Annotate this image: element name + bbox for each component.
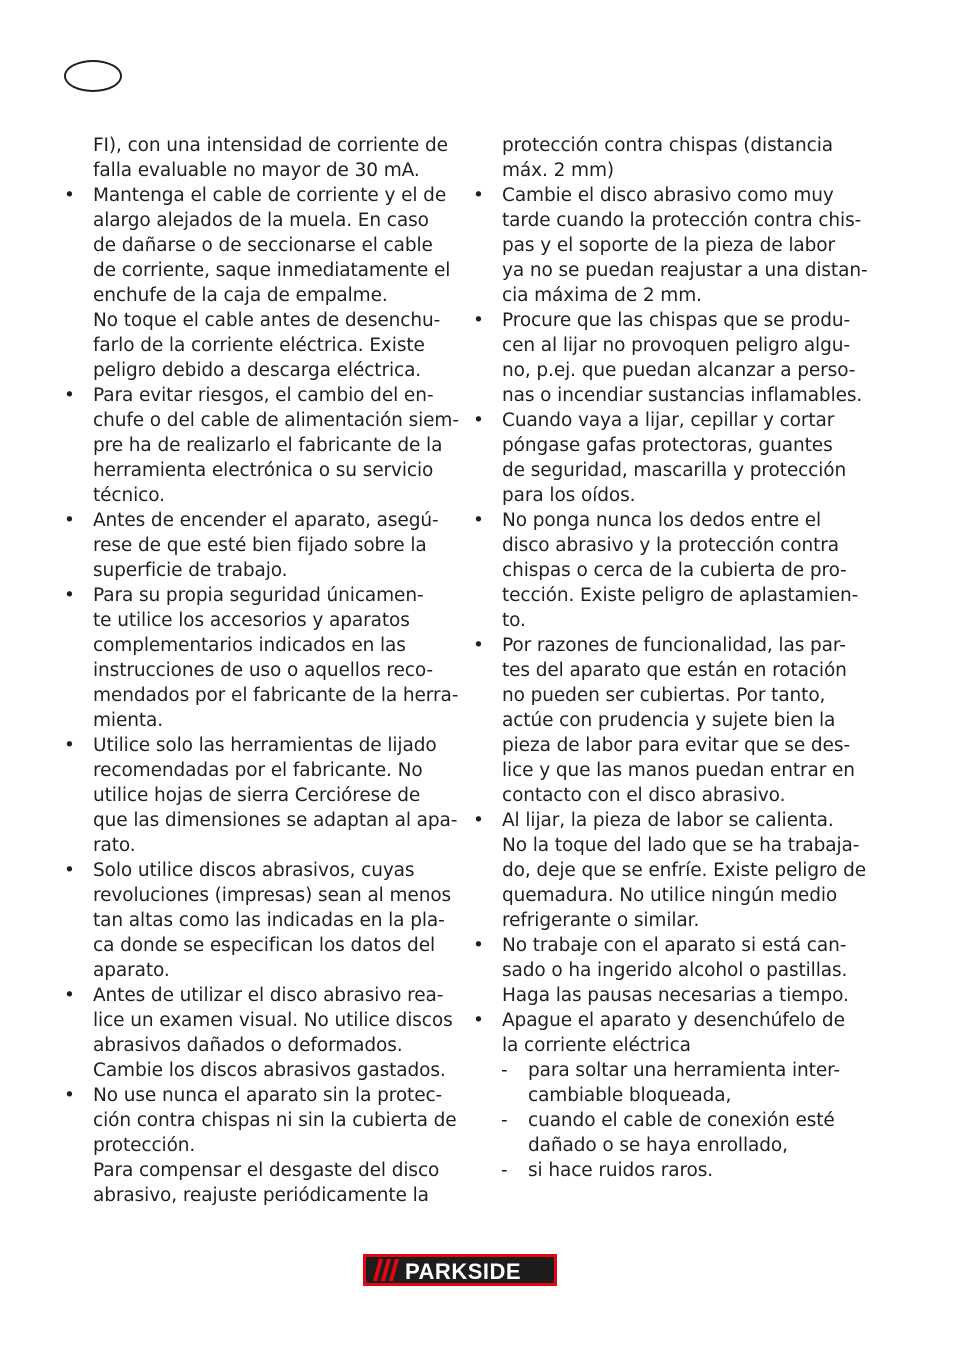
text-line: actúe con prudencia y sujete bien la — [502, 710, 836, 731]
text-line: abrasivos dañados o deformados. — [93, 1035, 403, 1056]
text-line: tan altas como las indicadas en la pla- — [93, 910, 445, 931]
text-line: mendados por el fabricante de la herra- — [93, 685, 459, 706]
text-line: de seguridad, mascarilla y protección — [502, 460, 847, 481]
text-line: máx. 2 mm) — [502, 160, 614, 181]
bullet-item — [64, 383, 459, 508]
text-line: disco abrasivo y la protección contra — [502, 535, 840, 556]
dash-marker: - — [501, 1060, 508, 1081]
text-line: Procure que las chispas que se produ- — [502, 310, 851, 331]
bullet-item — [473, 1008, 873, 1058]
bullet-item — [64, 508, 454, 583]
text-line: aparato. — [93, 960, 170, 981]
sub-item — [473, 1158, 873, 1183]
text-line: no, p.ej. que puedan alcanzar a perso- — [502, 360, 856, 381]
text-line: mienta. — [93, 710, 164, 731]
text-line: Haga las pausas necesarias a tiempo. — [502, 985, 849, 1006]
bullet-item — [473, 633, 873, 808]
text-line: enchufe de la caja de empalme. — [93, 285, 388, 306]
bullet-item — [473, 508, 873, 633]
text-line: sado o ha ingerido alcohol o pastillas. — [502, 960, 848, 981]
text-line: Al lijar, la pieza de labor se calienta. — [502, 810, 834, 831]
text-line: Mantenga el cable de corriente y el de — [93, 185, 447, 206]
text-line: No use nunca el aparato sin la protec- — [93, 1085, 443, 1106]
text-line: pre ha de realizarlo el fabricante de la — [93, 435, 443, 456]
text-line: revoluciones (impresas) sean al menos — [93, 885, 452, 906]
text-line: chufe o del cable de alimentación siem- — [93, 410, 459, 431]
bullet-marker: • — [473, 810, 484, 831]
bullet-marker: • — [64, 985, 75, 1006]
text-line: ca donde se especifican los datos del — [93, 935, 436, 956]
dash-marker: - — [501, 1160, 508, 1181]
bullet-marker: • — [473, 635, 484, 656]
text-line: No trabaje con el aparato si está can- — [502, 935, 847, 956]
bullet-item — [473, 808, 873, 933]
text-line: farlo de la corriente eléctrica. Existe — [93, 335, 425, 356]
text-line: no pueden ser cubiertas. Por tanto, — [502, 685, 826, 706]
text-line: abrasivo, reajuste periódicamente la — [93, 1185, 429, 1206]
text-line: para los oídos. — [502, 485, 636, 506]
bullet-marker: • — [64, 585, 75, 606]
text-line: complementarios indicados en las — [93, 635, 406, 656]
text-line: Apague el aparato y desenchúfelo de — [502, 1010, 845, 1031]
text-line: cuando el cable de conexión esté — [528, 1110, 835, 1131]
text-line: No ponga nunca los dedos entre el — [502, 510, 822, 531]
text-line: Cambie los discos abrasivos gastados. — [93, 1060, 446, 1081]
sub-item — [473, 1058, 873, 1108]
logo-text: PARKSIDE — [405, 1259, 522, 1284]
text-line: Cambie el disco abrasivo como muy — [502, 185, 834, 206]
dash-marker: - — [501, 1110, 508, 1131]
bullet-marker: • — [473, 185, 484, 206]
text-line: la corriente eléctrica — [502, 1035, 691, 1056]
bullet-marker: • — [473, 935, 484, 956]
text-line: No la toque del lado que se ha trabaja- — [502, 835, 860, 856]
text-line: Antes de encender el aparato, asegú- — [93, 510, 439, 531]
bullet-item — [473, 408, 873, 508]
text-line: tarde cuando la protección contra chis- — [502, 210, 862, 231]
text-line: si hace ruidos raros. — [528, 1160, 714, 1181]
text-line: chispas o cerca de la cubierta de pro- — [502, 560, 847, 581]
text-line: protección contra chispas (distancia — [502, 135, 833, 156]
continued-text — [473, 133, 873, 183]
text-line: cia máxima de 2 mm. — [502, 285, 702, 306]
bullet-marker: • — [64, 1085, 75, 1106]
text-line: Para su propia seguridad únicamen- — [93, 585, 424, 606]
text-line: póngase gafas protectoras, guantes — [502, 435, 833, 456]
text-line: alargo alejados de la muela. En caso — [93, 210, 429, 231]
text-line: protección. — [93, 1135, 196, 1156]
text-line: pas y el soporte de la pieza de labor — [502, 235, 835, 256]
text-line: utilice hojas de sierra Cerciórese de — [93, 785, 421, 806]
bullet-item — [473, 183, 873, 308]
bullet-marker: • — [64, 185, 75, 206]
text-line: rese de que esté bien fijado sobre la — [93, 535, 427, 556]
text-line: Utilice solo las herramientas de lijado — [93, 735, 437, 756]
text-line: nas o incendiar sustancias inflamables. — [502, 385, 863, 406]
right-column — [473, 133, 873, 1183]
text-line: te utilice los accesorios y aparatos — [93, 610, 410, 631]
bullet-marker: • — [64, 860, 75, 881]
text-line: superficie de trabajo. — [93, 560, 288, 581]
text-line: to. — [502, 610, 526, 631]
bullet-item — [473, 933, 873, 1008]
text-line: Para evitar riesgos, el cambio del en- — [93, 385, 434, 406]
text-line: do, deje que se enfríe. Existe peligro de — [502, 860, 866, 881]
text-line: cambiable bloqueada, — [528, 1085, 732, 1106]
left-column — [64, 133, 459, 1208]
bullet-item — [64, 858, 454, 983]
text-line: Cuando vaya a lijar, cepillar y cortar — [502, 410, 835, 431]
bullet-marker: • — [473, 410, 484, 431]
bullet-marker: • — [64, 510, 75, 531]
text-line: técnico. — [93, 485, 165, 506]
text-line: cen al lijar no provoquen peligro algu- — [502, 335, 850, 356]
text-line: herramienta electrónica o su servicio — [93, 460, 434, 481]
text-line: quemadura. No utilice ningún medio — [502, 885, 838, 906]
text-line: ción contra chispas ni sin la cubierta de — [93, 1110, 457, 1131]
text-line: de dañarse o de seccionarse el cable — [93, 235, 433, 256]
text-line: pieza de labor para evitar que se des- — [502, 735, 850, 756]
bullet-marker: • — [64, 385, 75, 406]
bullet-marker: • — [473, 310, 484, 331]
text-line: Solo utilice discos abrasivos, cuyas — [93, 860, 415, 881]
bullet-item — [64, 983, 454, 1083]
text-line: ya no se puedan reajustar a una distan- — [502, 260, 868, 281]
text-line: tección. Existe peligro de aplastamien- — [502, 585, 859, 606]
sub-item — [473, 1108, 873, 1158]
text-line: falla evaluable no mayor de 30 mA. — [93, 160, 420, 181]
text-line: de corriente, saque inmediatamente el — [93, 260, 451, 281]
bullet-marker: • — [64, 735, 75, 756]
text-line: recomendadas por el fabricante. No — [93, 760, 423, 781]
text-line: instrucciones de uso o aquellos reco- — [93, 660, 433, 681]
text-line: refrigerante o similar. — [502, 910, 700, 931]
bullet-item — [64, 733, 458, 858]
bullet-item — [64, 583, 459, 733]
text-line: tes del aparato que están en rotación — [502, 660, 847, 681]
continued-text — [64, 133, 454, 183]
text-line: que las dimensiones se adaptan al apa- — [93, 810, 458, 831]
text-line: dañado o se haya enrollado, — [528, 1135, 788, 1156]
text-line: para soltar una herramienta inter- — [528, 1060, 841, 1081]
bullet-item — [64, 1083, 457, 1208]
text-line: contacto con el disco abrasivo. — [502, 785, 786, 806]
text-line: lice un examen visual. No utilice discos — [93, 1010, 453, 1031]
text-line: FI), con una intensidad de corriente de — [93, 135, 448, 156]
parkside-logo — [363, 1254, 557, 1286]
text-line: No toque el cable antes de desenchu- — [93, 310, 441, 331]
text-line: Para compensar el desgaste del disco — [93, 1160, 440, 1181]
bullet-item — [64, 183, 454, 383]
text-line: Antes de utilizar el disco abrasivo rea- — [93, 985, 444, 1006]
text-line: Por razones de funcionalidad, las par- — [502, 635, 846, 656]
text-line: peligro debido a descarga eléctrica. — [93, 360, 422, 381]
bullet-item — [473, 308, 873, 408]
bullet-marker: • — [473, 510, 484, 531]
bullet-marker: • — [473, 1010, 484, 1031]
text-line: rato. — [93, 835, 136, 856]
language-badge — [64, 60, 122, 92]
text-line: lice y que las manos puedan entrar en — [502, 760, 855, 781]
